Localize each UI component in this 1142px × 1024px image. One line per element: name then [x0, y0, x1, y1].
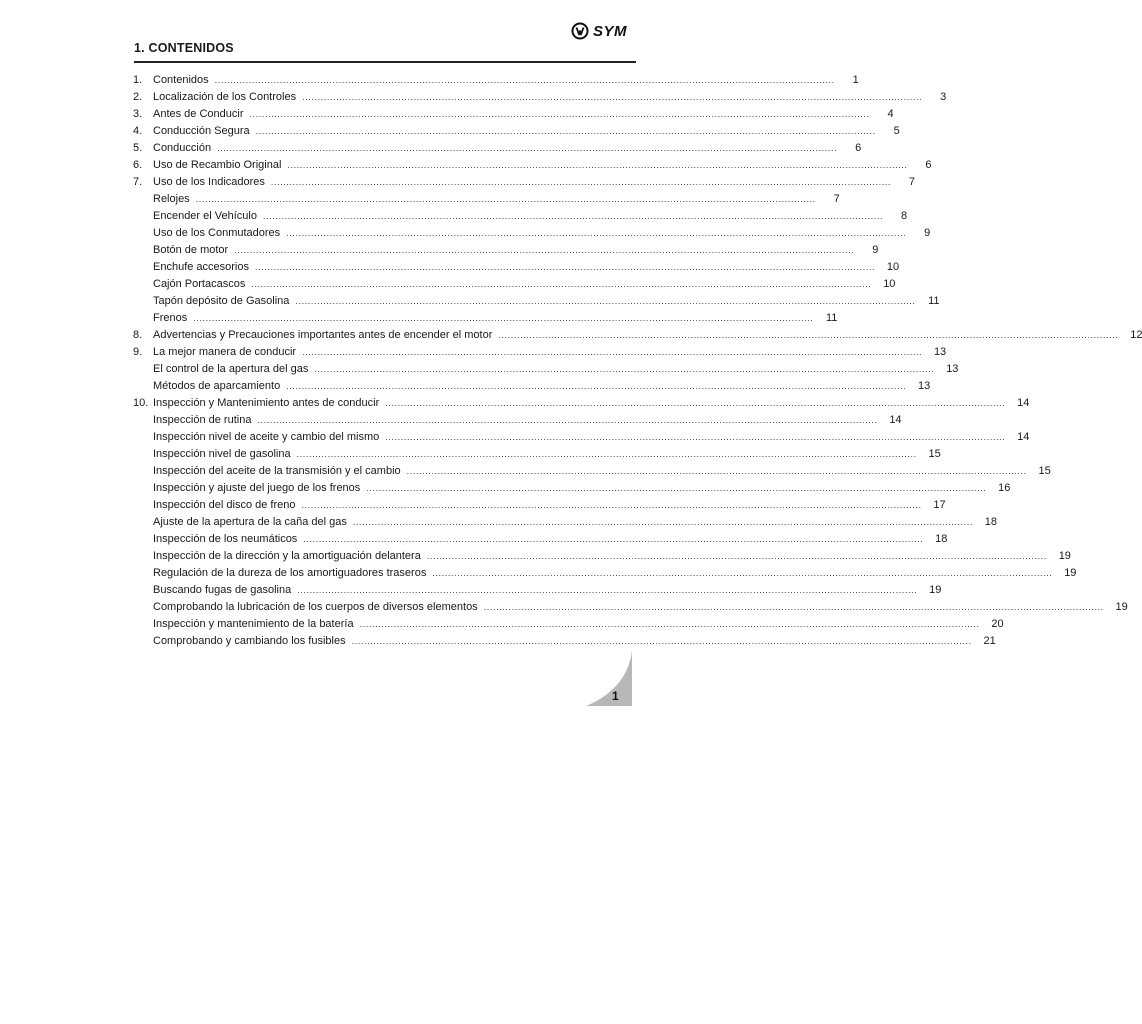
toc-entry-label: Inspección y Mantenimiento antes de conducir [153, 397, 380, 409]
toc-dot-leader: ........................................................................................................................................................................................................ [296, 449, 917, 459]
toc-entry-label: La mejor manera de conducir [153, 346, 297, 358]
toc-entry[interactable] [133, 565, 1077, 582]
toc-entry-label: Relojes [153, 193, 190, 205]
toc-entry-page: 19 [929, 584, 942, 596]
toc-entry-page: 19 [1064, 567, 1077, 579]
toc-dot-leader: ........................................................................................................................................................................................................ [406, 466, 1027, 476]
toc-dot-leader: ........................................................................................................................................................................................................ [270, 177, 892, 187]
toc-entry[interactable] [133, 599, 1128, 616]
toc-dot-leader: ........................................................................................................................................................................................................ [426, 551, 1047, 561]
toc-entry[interactable] [133, 446, 941, 463]
toc-dot-leader: ........................................................................................................................................................................................................ [385, 398, 1006, 408]
toc-entry[interactable] [133, 72, 859, 89]
toc-entry-page: 4 [887, 108, 894, 120]
title-divider [134, 61, 636, 63]
toc-entry-number: 2. [133, 91, 143, 103]
toc-entry-page: 18 [935, 533, 948, 545]
toc-entry[interactable] [133, 514, 997, 531]
toc-entry-number: 5. [133, 142, 143, 154]
toc-entry-label: Regulación de la dureza de los amortiguadores traseros [153, 567, 427, 579]
toc-dot-leader: ........................................................................................................................................................................................................ [352, 517, 973, 527]
toc-dot-leader: ........................................................................................................................................................................................................ [302, 347, 923, 357]
toc-entry-label: Inspección del disco de freno [153, 499, 296, 511]
toc-dot-leader: ........................................................................................................................................................................................................ [195, 194, 816, 204]
toc-dot-leader: ........................................................................................................................................................................................................ [301, 500, 922, 510]
toc-entry-number: 10. [133, 397, 149, 409]
page-title: 1. CONTENIDOS [134, 41, 234, 55]
toc-entry[interactable] [133, 208, 908, 225]
toc-entry-label: Conducción [153, 142, 212, 154]
toc-entry-page: 10 [883, 278, 896, 290]
toc-dot-leader: ........................................................................................................................................................................................................ [297, 585, 918, 595]
toc-entry-label: Inspección nivel de gasolina [153, 448, 291, 460]
toc-entry-page: 6 [855, 142, 862, 154]
toc-entry-page: 14 [1017, 397, 1030, 409]
toc-entry-label: Encender el Vehículo [153, 210, 257, 222]
toc-entry-label: Comprobando y cambiando los fusibles [153, 635, 346, 647]
toc-entry-label: Localización de los Controles [153, 91, 297, 103]
toc-entry[interactable] [133, 344, 947, 361]
toc-entry[interactable] [133, 106, 894, 123]
toc-dot-leader: ........................................................................................................................................................................................................ [314, 364, 935, 374]
toc-entry[interactable] [133, 310, 838, 327]
toc-dot-leader: ........................................................................................................................................................................................................ [303, 534, 924, 544]
toc-entry[interactable] [133, 633, 996, 650]
toc-entry-page: 18 [984, 516, 997, 528]
toc-entry[interactable] [133, 361, 959, 378]
toc-entry-number: 7. [133, 176, 143, 188]
toc-entry-page: 17 [933, 499, 946, 511]
brand-name: SYM [593, 22, 628, 40]
toc-entry-page: 7 [908, 176, 916, 188]
toc-entry-number: 1. [133, 74, 143, 86]
toc-dot-leader: ........................................................................................................................................................................................................ [295, 296, 916, 306]
toc-entry-label: El control de la apertura del gas [153, 363, 309, 375]
toc-entry-label: Advertencias y Precauciones importantes antes de encender el motor [153, 329, 493, 341]
toc-entry-page: 15 [1038, 465, 1051, 477]
toc-entry-label: Inspección de la dirección y la amortiguación delantera [153, 550, 421, 562]
toc-entry[interactable] [133, 225, 931, 242]
toc-dot-leader: ........................................................................................................................................................................................................ [366, 483, 987, 493]
toc-entry-page: 5 [893, 125, 900, 137]
toc-entry[interactable] [133, 327, 1142, 344]
toc-entry-page: 15 [928, 448, 941, 460]
toc-entry-page: 9 [924, 227, 931, 239]
toc-entry-page: 8 [900, 210, 908, 222]
toc-dot-leader: ........................................................................................................................................................................................................ [351, 636, 972, 646]
toc-dot-leader: ........................................................................................................................................................................................................ [217, 143, 838, 153]
toc-entry-page: 6 [925, 159, 932, 171]
toc-entry-label: Antes de Conducir [153, 108, 244, 120]
toc-entry-page: 10 [886, 261, 900, 273]
toc-entry[interactable] [133, 616, 1004, 633]
toc-entry[interactable] [133, 531, 948, 548]
toc-dot-leader: ........................................................................................................................................................................................................ [249, 109, 870, 119]
toc-entry-number: 4. [133, 125, 143, 137]
toc-entry-label: Inspección de los neumáticos [153, 533, 298, 545]
toc-entry[interactable] [133, 412, 902, 429]
toc-dot-leader: ........................................................................................................................................................................................................ [255, 126, 876, 136]
toc-entry-number: 8. [133, 329, 143, 341]
toc-entry-page: 7 [833, 193, 840, 205]
toc-entry[interactable] [133, 429, 1030, 446]
toc-entry-page: 3 [940, 91, 947, 103]
toc-dot-leader: ........................................................................................................................................................................................................ [234, 245, 855, 255]
toc-entry[interactable] [133, 140, 862, 157]
toc-entry-label: Métodos de aparcamiento [153, 380, 281, 392]
toc-entry[interactable] [133, 276, 896, 293]
toc-entry-label: Inspección del aceite de la transmisión y el cambio [153, 465, 401, 477]
toc-entry-page: 9 [872, 244, 879, 256]
toc-entry-label: Cajón Portacascos [153, 278, 246, 290]
toc-dot-leader: ........................................................................................................................................................................................................ [287, 160, 908, 170]
toc-entry-label: Uso de Recambio Original [153, 159, 282, 171]
page-corner-tab [586, 650, 632, 706]
toc-entry[interactable] [133, 259, 900, 276]
toc-entry-page: 13 [918, 380, 931, 392]
toc-entry-number: 6. [133, 159, 143, 171]
toc-dot-leader: ........................................................................................................................................................................................................ [286, 228, 907, 238]
toc-dot-leader: ........................................................................................................................................................................................................ [193, 313, 814, 323]
toc-entry-label: Ajuste de la apertura de la caña del gas [153, 516, 347, 528]
table-of-contents [133, 72, 1142, 650]
toc-entry-page: 19 [1115, 601, 1128, 613]
toc-entry-page: 14 [889, 414, 902, 426]
toc-dot-leader: ........................................................................................................................................................................................................ [255, 262, 876, 272]
toc-entry[interactable] [133, 378, 931, 395]
toc-dot-leader: ........................................................................................................................................................................................................ [214, 75, 835, 85]
toc-entry-page: 1 [852, 74, 859, 86]
toc-entry-label: Inspección nivel de aceite y cambio del mismo [153, 431, 380, 443]
page-number: 1 [612, 689, 619, 703]
toc-entry[interactable] [133, 174, 916, 191]
toc-entry[interactable] [133, 548, 1071, 565]
toc-entry-label: Uso de los Indicadores [153, 176, 265, 188]
toc-entry-page: 20 [991, 618, 1004, 630]
toc-entry-label: Inspección de rutina [153, 414, 252, 426]
toc-entry[interactable] [133, 582, 942, 599]
toc-dot-leader: ........................................................................................................................................................................................................ [286, 381, 907, 391]
toc-entry-label: Conducción Segura [153, 125, 250, 137]
toc-entry-label: Buscando fugas de gasolina [153, 584, 292, 596]
toc-dot-leader: ........................................................................................................................................................................................................ [483, 602, 1104, 612]
toc-entry[interactable] [133, 89, 947, 106]
toc-entry-page: 11 [928, 295, 940, 307]
toc-entry[interactable] [133, 157, 932, 174]
toc-dot-leader: ........................................................................................................................................................................................................ [498, 330, 1119, 340]
toc-entry[interactable] [133, 242, 879, 259]
toc-entry-label: Tapón depósito de Gasolina [153, 295, 290, 307]
toc-entry[interactable] [133, 293, 940, 310]
toc-entry-number: 9. [133, 346, 143, 358]
toc-entry-label: Frenos [153, 312, 188, 324]
toc-entry-label: Botón de motor [153, 244, 229, 256]
toc-entry-page: 21 [983, 635, 996, 647]
toc-entry[interactable] [133, 497, 946, 514]
toc-entry[interactable] [133, 123, 900, 140]
toc-entry-number: 3. [133, 108, 143, 120]
toc-entry-label: Contenidos [153, 74, 209, 86]
toc-entry[interactable] [133, 191, 840, 208]
toc-entry-label: Inspección y mantenimiento de la batería [153, 618, 354, 630]
toc-entry[interactable] [133, 480, 1011, 497]
toc-dot-leader: ........................................................................................................................................................................................................ [302, 92, 923, 102]
toc-entry-page: 16 [998, 482, 1011, 494]
toc-dot-leader: ........................................................................................................................................................................................................ [385, 432, 1006, 442]
toc-entry-label: Inspección y ajuste del juego de los frenos [153, 482, 361, 494]
toc-dot-leader: ........................................................................................................................................................................................................ [432, 568, 1053, 578]
brand-logo [571, 20, 627, 42]
toc-entry-page: 19 [1058, 550, 1071, 562]
toc-entry-page: 14 [1017, 431, 1030, 443]
toc-entry-page: 11 [825, 312, 838, 324]
toc-entry-page: 12 [1130, 329, 1142, 341]
toc-entry-label: Uso de los Conmutadores [153, 227, 281, 239]
toc-dot-leader: ........................................................................................................................................................................................................ [251, 279, 872, 289]
toc-dot-leader: ........................................................................................................................................................................................................ [359, 619, 980, 629]
toc-dot-leader: ........................................................................................................................................................................................................ [257, 415, 878, 425]
toc-entry-page: 13 [946, 363, 959, 375]
toc-dot-leader: ........................................................................................................................................................................................................ [262, 211, 884, 221]
toc-entry-page: 13 [933, 346, 947, 358]
toc-entry-label: Enchufe accesorios [153, 261, 249, 273]
toc-entry-label: Comprobando la lubricación de los cuerpos de diversos elementos [153, 601, 478, 613]
toc-entry[interactable] [133, 463, 1051, 480]
sym-logo-icon [571, 22, 589, 40]
toc-entry[interactable] [133, 395, 1030, 412]
